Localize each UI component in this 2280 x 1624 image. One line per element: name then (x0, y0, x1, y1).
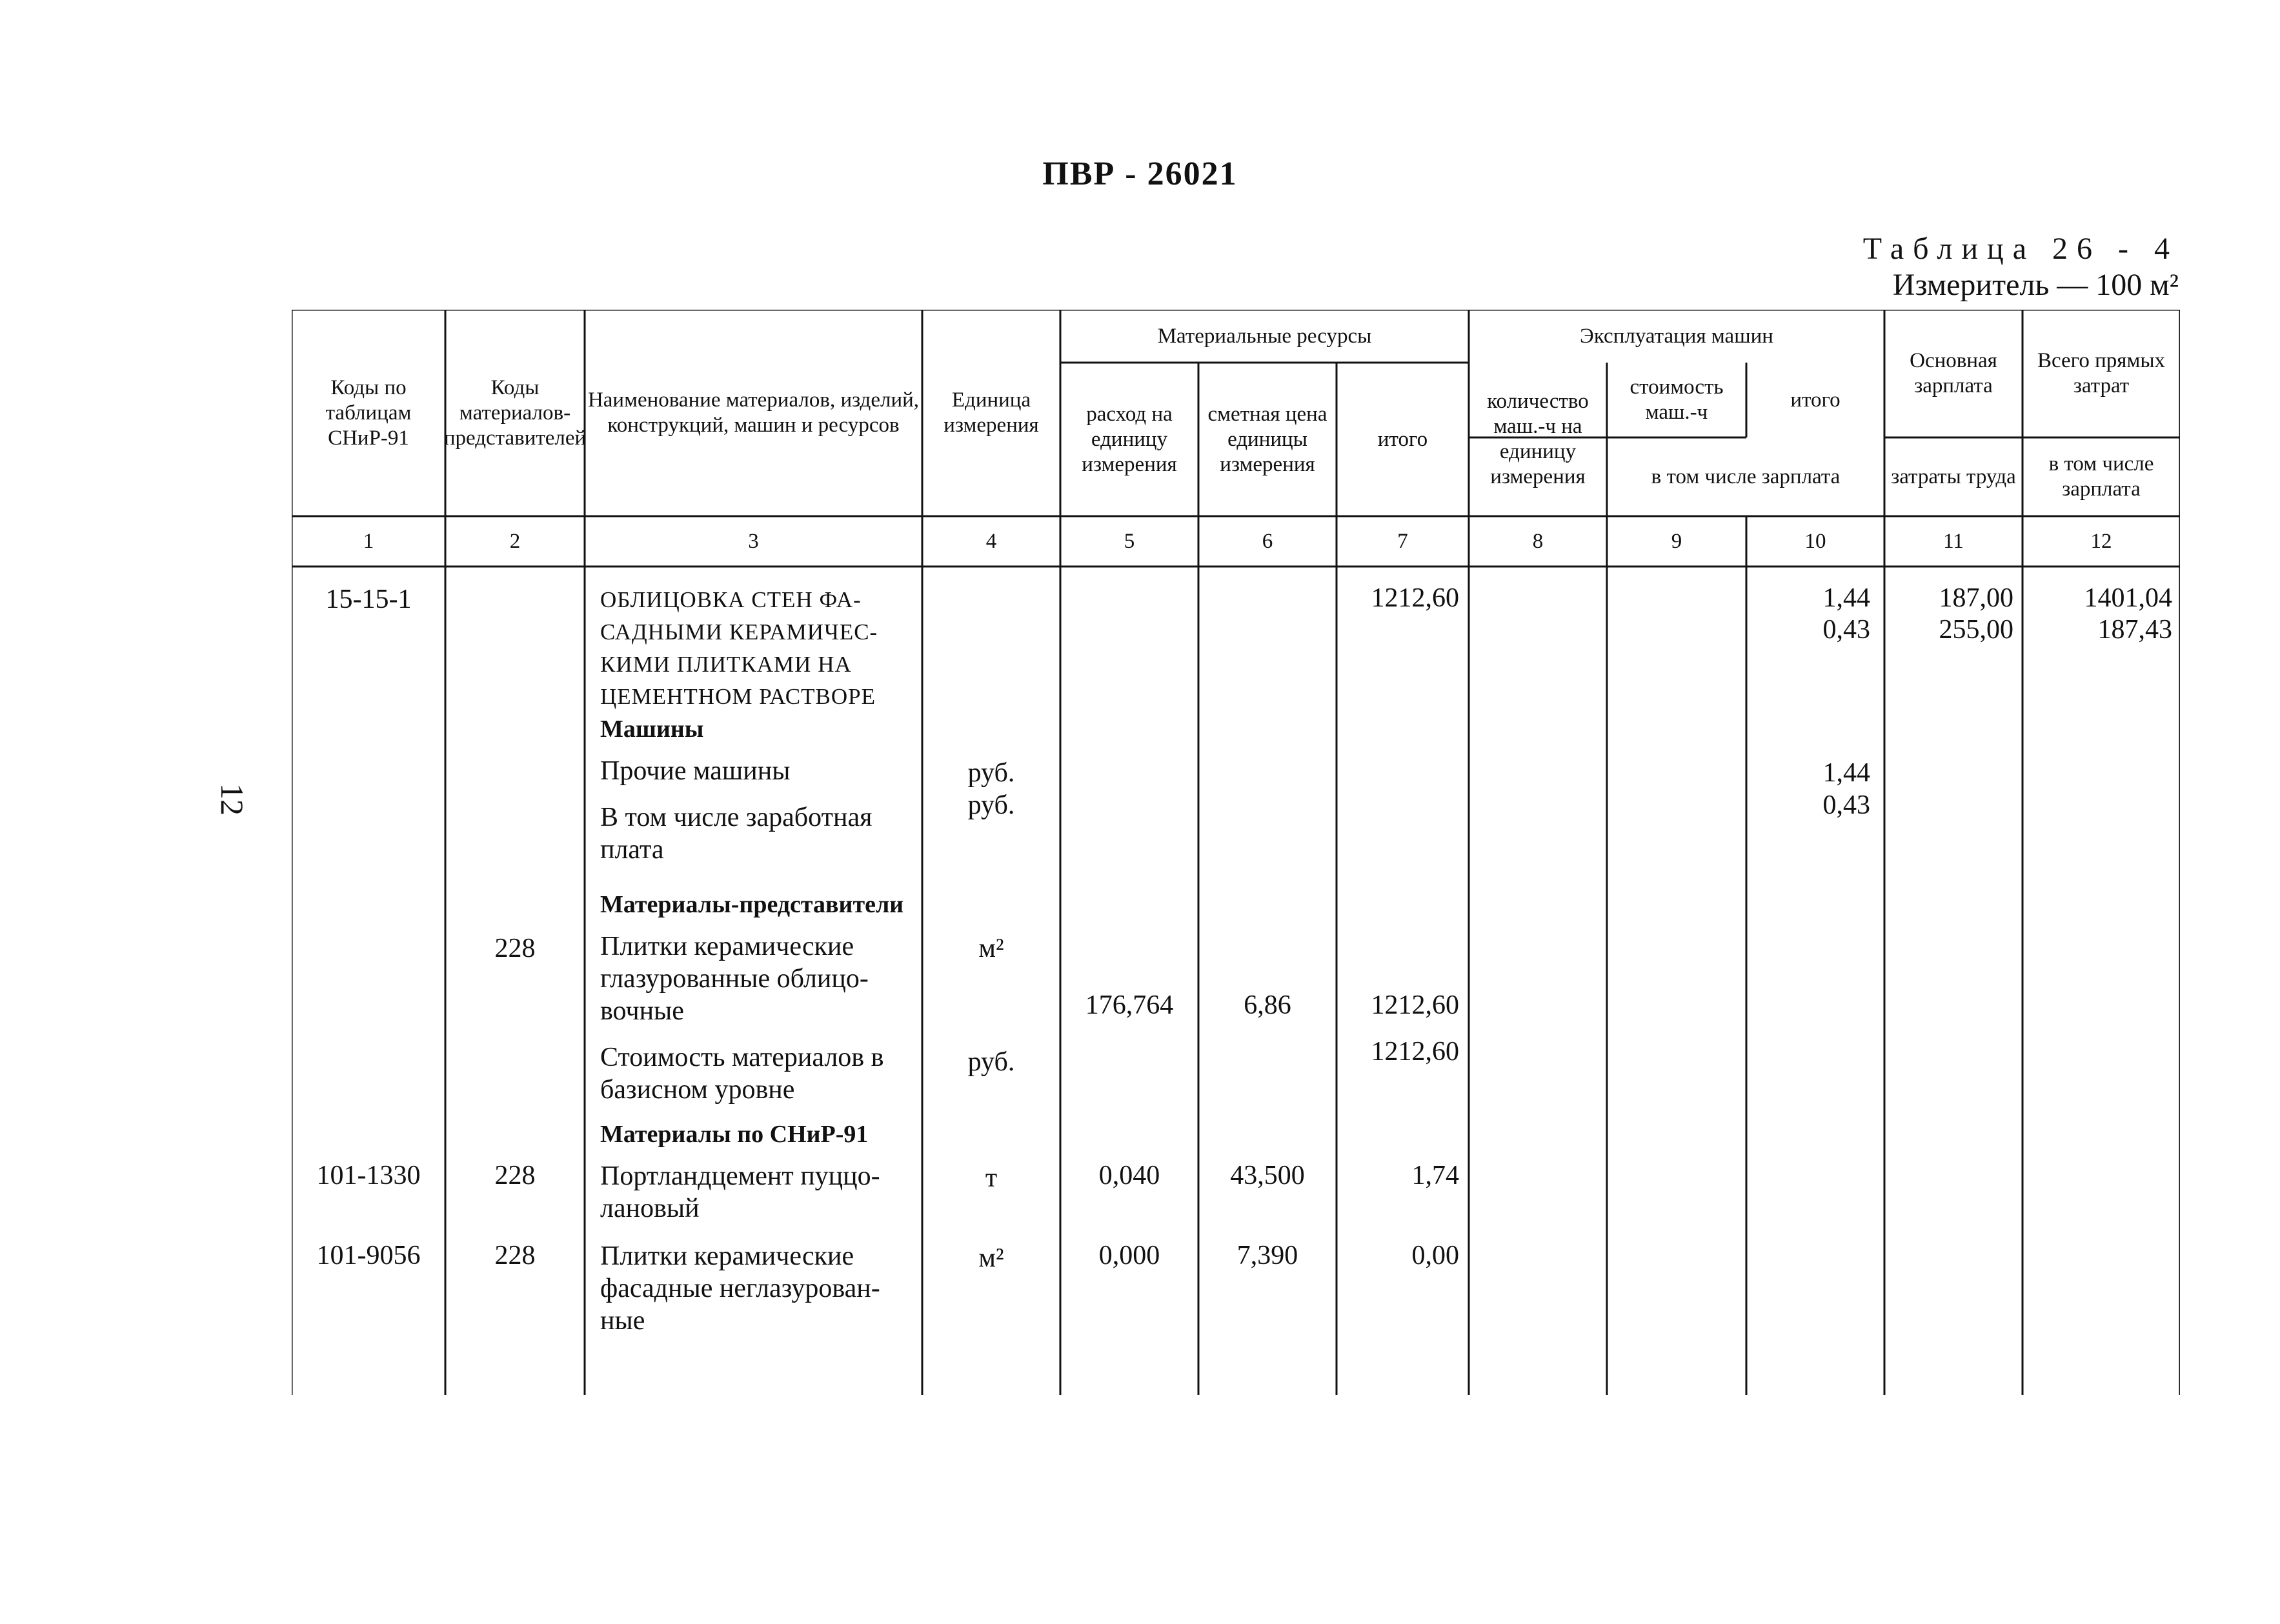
other-machines-name: Прочие машины (600, 756, 791, 786)
measure-unit: Измеритель — 100 м² (1892, 268, 2179, 302)
header-labor-cost: затраты труда (1891, 465, 2016, 488)
cement-price: 43,500 (1230, 1161, 1305, 1190)
unglazed-tiles-unit: м² (978, 1243, 1004, 1273)
header-machines-total: итого (1790, 388, 1841, 412)
including-wage-total: 0,43 (1822, 790, 1870, 820)
header-machine-hours: количество маш.-ч на единицу измерения (1487, 390, 1589, 488)
materials-total-value: 1212,60 (1371, 583, 1459, 613)
document-title: ПВР - 26021 (1042, 155, 1238, 192)
page-number: 12 (214, 783, 250, 816)
glazed-tiles-unit: м² (978, 934, 1004, 963)
unglazed-tiles-snir-code: 101-9056 (316, 1241, 421, 1270)
resource-table (292, 310, 2180, 1395)
including-wage-name: В том числе заработная плата (600, 803, 873, 865)
labor-cost-value: 255,00 (1939, 615, 2013, 645)
header-material-resources: Материальные ресурсы (1157, 324, 1372, 348)
header-machine-hour-cost: стоимость маш.-ч (1629, 376, 1724, 424)
cement-unit: т (985, 1163, 998, 1193)
unglazed-tiles-total: 0,00 (1411, 1241, 1459, 1270)
column-number: 8 (1532, 529, 1544, 553)
materials-cost-name: Стоимость материалов в базисном уровне (600, 1043, 884, 1105)
column-number: 1 (363, 529, 374, 553)
column-number: 2 (509, 529, 521, 553)
glazed-tiles-price: 6,86 (1244, 990, 1291, 1020)
base-salary-value: 187,00 (1939, 583, 2013, 613)
header-snir-codes: Коды по таблицам СНиР-91 (325, 376, 412, 450)
table-number: Таблица 26 - 4 (1862, 232, 2179, 266)
header-materials-total: итого (1377, 427, 1428, 451)
unglazed-tiles-name: Плитки керамические фасадные неглазурован- ные (600, 1241, 880, 1336)
column-number: 3 (748, 529, 759, 553)
column-number: 4 (985, 529, 997, 553)
other-machines-total: 1,44 (1822, 758, 1870, 788)
rep-material-code: 228 (494, 934, 536, 963)
unglazed-tiles-price: 7,390 (1236, 1241, 1298, 1270)
other-machines-unit: руб. (967, 758, 1015, 788)
header-total-direct-costs: Всего прямых затрат (2037, 349, 2166, 397)
work-name: ОБЛИЦОВКА СТЕН ФА- САДНЫМИ КЕРАМИЧЕС- КИМИ ПЛИТКАМИ НА ЦЕМЕНТНОМ РАСТВОРЕ (600, 587, 878, 709)
column-number: 6 (1262, 529, 1273, 553)
materials-cost-unit: руб. (967, 1047, 1015, 1077)
unglazed-tiles-rate: 0,000 (1098, 1241, 1160, 1270)
direct-costs-value: 1401,04 (2084, 583, 2172, 613)
column-number: 12 (2090, 529, 2112, 553)
glazed-tiles-rate: 176,764 (1085, 990, 1174, 1020)
cement-rate: 0,040 (1098, 1161, 1160, 1190)
snir-code: 15-15-1 (325, 585, 412, 614)
header-base-salary: Основная зарплата (1910, 349, 1997, 397)
column-number: 10 (1804, 529, 1826, 553)
column-number: 5 (1124, 529, 1135, 553)
column-number: 11 (1943, 529, 1964, 553)
glazed-tiles-total: 1212,60 (1371, 990, 1459, 1020)
unglazed-tiles-rep-code: 228 (494, 1241, 536, 1270)
header-consumption: расход на единицу измерения (1082, 402, 1177, 476)
materials-cost-total: 1212,60 (1371, 1037, 1459, 1067)
header-resource-name: Наименование материалов, изделий, конструкций, машин и ресурсов (587, 388, 920, 437)
header-machines-salary: в том числе зарплата (1651, 465, 1841, 488)
cement-total: 1,74 (1411, 1161, 1459, 1190)
column-number: 9 (1671, 529, 1682, 553)
table-caption (1863, 231, 2179, 303)
cement-snir-code: 101-1330 (316, 1161, 421, 1190)
header-machine-operation: Эксплуатация машин (1580, 324, 1773, 348)
header-rep-codes: Коды материалов-представителей (443, 376, 587, 450)
header-unit: Единица измерения (943, 388, 1039, 437)
glazed-tiles-name: Плитки керамические глазурованные облицо- вочные (600, 932, 869, 1026)
header-unit-price: сметная цена единицы измерения (1207, 402, 1327, 476)
cement-rep-code: 228 (494, 1161, 536, 1190)
machines-total-value: 1,44 (1822, 583, 1870, 613)
cement-name: Портландцемент пуццо- лановый (600, 1161, 880, 1223)
section-heading-snir-materials: Материалы по СНиР-91 (600, 1121, 869, 1148)
header-direct-salary: в том числе зарплата (2048, 452, 2154, 501)
including-wage-unit: руб. (967, 790, 1015, 820)
machines-salary-value: 0,43 (1822, 615, 1870, 645)
direct-salary-value: 187,43 (2097, 615, 2172, 645)
column-number: 7 (1397, 529, 1408, 553)
section-heading-representative-materials: Материалы-представители (600, 891, 904, 918)
section-heading-machines: Машины (600, 716, 704, 743)
